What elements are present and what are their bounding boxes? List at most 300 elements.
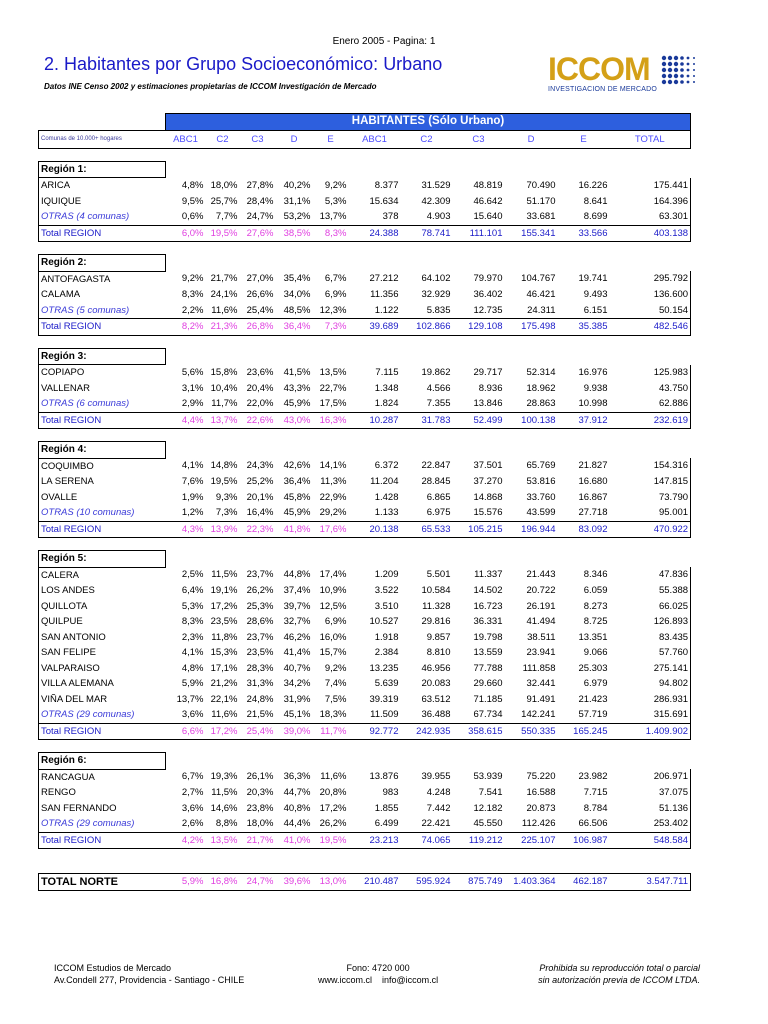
count-cell: 23.941 [526,647,556,658]
percent-cell: 4,8% [181,179,204,191]
count-cell: 13.235 [369,662,399,674]
percent-cell: 25,2% [246,476,274,487]
percent-cell: 43,0% [276,412,313,429]
percent-cell: 25,4% [240,723,276,740]
percent-cell: 44,4% [283,818,311,829]
region-label: Región 4: [39,442,166,459]
count-cell: 41.494 [526,616,556,627]
count-cell: 6.975 [426,507,451,518]
percent-cell: 5,3% [324,195,347,207]
count-cell: 100.138 [505,412,558,429]
iccom-logo [548,52,698,98]
count-cell: 3.547.711 [610,874,691,891]
table-row [39,630,691,646]
region-header-row [39,551,691,568]
count-cell: 46.421 [526,289,556,300]
comuna-name: LOS ANDES [39,583,166,599]
count-cell: 39.955 [421,771,451,783]
count-cell: 11.509 [370,709,399,720]
percent-cell: 18,0% [246,818,274,829]
table-row [39,271,691,287]
total-cell: 232.619 [610,412,691,429]
percent-cell: 21,7% [210,273,238,285]
count-cell: 27.212 [369,273,399,285]
comuna-name: QUILLOTA [39,599,166,615]
count-cell: 18.962 [526,382,556,394]
total-cell: 548.584 [610,832,691,849]
percent-cell: 1,2% [181,507,204,518]
percent-cell: 5,9% [181,678,204,689]
footer-notice [490,962,700,986]
count-cell: 21.423 [578,693,608,705]
count-cell: 7.115 [375,366,399,378]
percent-cell: 46,2% [283,631,311,643]
count-cell: 196.944 [505,521,558,538]
total-cell: 154.316 [610,458,691,474]
count-cell: 32.441 [526,678,556,689]
region-total-row [39,723,691,740]
comuna-name: OTRAS (6 comunas) [39,396,166,412]
percent-cell: 40,2% [283,179,311,191]
count-cell: 462.187 [558,874,610,891]
count-cell: 1.918 [374,631,399,643]
count-cell: 91.491 [526,693,556,705]
count-cell: 26.191 [526,600,556,612]
count-cell: 6.372 [374,460,399,472]
footer-notice-line2: sin autorización previa de ICCOM LTDA. [538,975,700,985]
count-cell: 242.935 [401,723,453,740]
count-cell: 12.182 [473,802,503,814]
percent-cell: 25,3% [246,600,274,612]
percent-cell: 17,6% [313,521,349,538]
percent-cell: 7,3% [313,319,349,336]
percent-cell: 21,7% [240,832,276,849]
total-cell: 37.075 [610,785,691,801]
percent-cell: 5,6% [181,366,204,378]
comuna-name: OTRAS (4 comunas) [39,209,166,225]
table-row [39,490,691,506]
count-cell: 37.912 [558,412,610,429]
percent-cell: 45,1% [283,709,311,720]
table-row [39,505,691,521]
count-cell: 16.588 [526,787,556,798]
footer-phone: Fono: 4720 000 [346,963,410,973]
habitantes-table [38,113,691,891]
percent-cell: 23,5% [210,616,238,627]
count-cell: 112.426 [521,818,556,829]
table-row [39,209,691,225]
percent-cell: 11,5% [211,569,238,581]
table-row [39,567,691,583]
comuna-name: RENGO [39,785,166,801]
region-total-row [39,319,691,336]
corner-label: Comunas de 10.000+ hogares [39,130,166,148]
total-cell: 206.971 [610,769,691,785]
count-cell: 14.868 [473,491,503,503]
count-cell: 20.722 [526,585,556,596]
total-cell: 62.886 [610,396,691,412]
count-cell: 10.287 [349,412,401,429]
count-cell: 52.499 [453,412,505,429]
percent-cell: 11,6% [211,709,238,720]
count-cell: 5.639 [374,678,399,689]
count-cell: 21.443 [526,569,556,581]
percent-cell: 13,7% [319,211,347,222]
percent-cell: 7,3% [215,507,238,518]
percent-cell: 35,4% [283,273,311,285]
table-row [39,785,691,801]
total-cell: 482.546 [610,319,691,336]
count-cell: 28.863 [526,398,556,409]
percent-cell: 7,5% [324,693,347,705]
count-cell: 11.328 [422,600,451,612]
count-cell: 6.499 [374,818,399,829]
percent-cell: 4,4% [166,412,206,429]
percent-cell: 6,9% [324,289,347,300]
percent-cell: 17,2% [210,600,238,612]
region-label: Región 3: [39,348,166,365]
count-cell: 12.735 [473,304,503,316]
count-cell: 78.741 [401,225,453,242]
comuna-name: CALERA [39,567,166,583]
percent-cell: 26,8% [240,319,276,336]
percent-cell: 21,2% [210,678,238,689]
count-cell: 31.529 [421,179,451,191]
percent-cell: 11,7% [211,398,238,409]
percent-cell: 28,6% [246,616,274,627]
total-cell: 253.402 [610,816,691,832]
count-cell: 9.857 [426,631,451,643]
region-label: Región 1: [39,161,166,178]
percent-cell: 19,3% [210,771,238,783]
count-cell: 111.858 [522,662,556,674]
percent-cell: 27,0% [246,273,274,285]
count-cell: 36.488 [421,709,451,720]
count-cell: 75.220 [526,771,556,783]
comuna-name: Total REGION [39,723,166,740]
percent-cell: 39,0% [276,723,313,740]
count-cell: 225.107 [505,832,558,849]
percent-cell: 44,8% [283,569,311,581]
percent-cell: 4,1% [181,647,204,658]
region-total-row [39,412,691,429]
count-cell: 27.718 [578,507,608,518]
count-cell: 4.903 [426,211,451,222]
percent-cell: 18,3% [319,709,347,720]
count-cell: 33.760 [526,491,556,503]
percent-cell: 3,6% [181,709,204,720]
total-cell: 43.750 [610,381,691,397]
percent-cell: 44,7% [283,787,311,798]
comuna-name: Total REGION [39,319,166,336]
comuna-name: OVALLE [39,490,166,506]
percent-cell: 19,5% [313,832,349,849]
region-total-row [39,832,691,849]
region-label: Región 5: [39,551,166,568]
table-row [39,194,691,210]
table-row [39,692,691,708]
count-cell: 65.769 [526,460,556,472]
percent-cell: 20,3% [246,787,274,798]
percent-cell: 14,1% [319,460,347,472]
percent-cell: 53,2% [283,211,311,222]
percent-cell: 12,3% [319,304,347,316]
percent-cell: 18,0% [210,179,238,191]
comuna-name: VILLA ALEMANA [39,676,166,692]
percent-cell: 17,4% [319,569,347,581]
percent-cell: 39,6% [276,874,313,891]
count-cell: 20.138 [349,521,401,538]
count-cell: 74.065 [401,832,453,849]
count-cell: 53.939 [473,771,503,783]
total-cell: 94.802 [610,676,691,692]
percent-cell: 29,2% [319,507,347,518]
count-cell: 9.066 [583,647,608,658]
percent-cell: 48,5% [283,304,311,316]
percent-cell: 28,3% [246,662,274,674]
count-cell: 358.615 [453,723,505,740]
count-cell: 7.355 [426,398,451,409]
percent-cell: 13,5% [319,366,347,378]
footer-notice-line1: Prohibida su reproducción total o parcial [539,963,700,973]
comuna-name: OTRAS (5 comunas) [39,303,166,319]
count-cell: 3.510 [374,600,399,612]
count-cell: 38.511 [527,631,556,643]
total-cell: 55.388 [610,583,691,599]
count-cell: 165.245 [558,723,610,740]
percent-cell: 2,6% [181,818,204,829]
percent-cell: 2,7% [181,787,204,798]
percent-cell: 21,3% [206,319,240,336]
comuna-name: Total REGION [39,521,166,538]
count-cell: 52.314 [526,366,556,378]
count-cell: 4.248 [426,787,451,798]
comuna-name: OTRAS (29 comunas) [39,707,166,723]
table-row [39,381,691,397]
count-cell: 46.956 [421,662,451,674]
count-cell: 36.402 [473,289,503,300]
count-cell: 210.487 [349,874,401,891]
page-subtitle: Datos INE Censo 2002 y estimaciones propietarias de ICCOM Investigación de Mercado [44,82,377,91]
count-cell: 70.490 [526,179,556,191]
count-cell: 36.331 [473,616,503,627]
region-header-row [39,161,691,178]
percent-cell: 5,9% [166,874,206,891]
count-cell: 6.151 [583,304,608,316]
total-cell: 50.154 [610,303,691,319]
count-cell: 28.845 [421,476,451,487]
column-header: E [313,130,349,148]
logo-name: ICCOM [548,51,650,87]
percent-cell: 26,6% [246,289,274,300]
count-cell: 16.867 [578,491,608,503]
percent-cell: 23,7% [246,631,274,643]
comuna-name: SAN FELIPE [39,645,166,661]
count-cell: 65.533 [401,521,453,538]
grand-total-row [39,874,691,891]
comuna-name: VALPARAISO [39,661,166,677]
percent-cell: 16,8% [206,874,240,891]
percent-cell: 8,3% [181,289,204,300]
count-cell: 29.660 [473,678,503,689]
percent-cell: 22,1% [210,693,238,705]
percent-cell: 12,5% [319,600,347,612]
region-total-row [39,521,691,538]
percent-cell: 13,5% [206,832,240,849]
count-cell: 105.215 [453,521,505,538]
count-cell: 6.059 [583,585,608,596]
percent-cell: 6,4% [181,585,204,596]
count-cell: 1.348 [374,382,399,394]
percent-cell: 31,3% [246,678,274,689]
count-cell: 16.226 [578,179,608,191]
comuna-name: ANTOFAGASTA [39,271,166,287]
comuna-name: OTRAS (10 comunas) [39,505,166,521]
percent-cell: 14,6% [210,802,238,814]
column-header: C3 [240,130,276,148]
percent-cell: 22,9% [319,491,347,503]
percent-cell: 11,5% [211,787,238,798]
percent-cell: 1,9% [181,491,204,503]
count-cell: 102.866 [401,319,453,336]
percent-cell: 11,6% [320,771,347,783]
count-cell: 19.798 [473,631,503,643]
band-header-row [39,114,691,131]
count-cell: 155.341 [505,225,558,242]
count-cell: 8.784 [583,802,608,814]
count-cell: 20.083 [421,678,451,689]
count-cell: 16.723 [473,600,503,612]
percent-cell: 11,3% [320,476,347,487]
percent-cell: 38,5% [276,225,313,242]
count-cell: 5.835 [426,304,451,316]
percent-cell: 24,7% [240,874,276,891]
footer-address: Av.Condell 277, Providencia - Santiago - CHILE [54,975,245,985]
percent-cell: 17,1% [210,662,238,674]
count-cell: 8.273 [583,600,608,612]
count-cell: 35.385 [558,319,610,336]
count-cell: 63.512 [421,693,451,705]
percent-cell: 6,7% [324,273,347,285]
comuna-name: RANCAGUA [39,769,166,785]
percent-cell: 13,7% [176,693,204,705]
percent-cell: 8,3% [181,616,204,627]
count-cell: 16.976 [578,366,608,378]
table-row [39,303,691,319]
count-cell: 39.319 [369,693,399,705]
count-cell: 3.522 [374,585,399,596]
percent-cell: 36,3% [283,771,311,783]
percent-cell: 17,5% [319,398,347,409]
count-cell: 1.122 [374,304,399,316]
count-cell: 13.351 [578,631,608,643]
count-cell: 23.982 [578,771,608,783]
percent-cell: 26,2% [319,818,347,829]
table-row [39,178,691,194]
count-cell: 92.772 [349,723,401,740]
count-cell: 111.101 [453,225,505,242]
percent-cell: 23,7% [246,569,274,581]
count-cell: 1.428 [374,491,399,503]
count-cell: 77.788 [473,662,503,674]
percent-cell: 41,0% [276,832,313,849]
total-cell: 1.409.902 [610,723,691,740]
count-cell: 7.442 [426,802,451,814]
percent-cell: 31,1% [283,195,311,207]
percent-cell: 41,4% [283,647,311,658]
table-row [39,645,691,661]
count-cell: 6.865 [426,491,451,503]
column-header: ABC1 [166,130,206,148]
comuna-name: VALLENAR [39,381,166,397]
count-cell: 14.502 [473,585,503,596]
total-cell: 136.600 [610,287,691,303]
footer-web-email: www.iccom.cl info@iccom.cl [318,975,439,985]
comuna-name: SAN ANTONIO [39,630,166,646]
percent-cell: 4,3% [166,521,206,538]
count-cell: 8.810 [426,647,451,658]
count-cell: 10.527 [369,616,399,627]
count-cell: 67.734 [473,709,503,720]
comuna-name: Total REGION [39,412,166,429]
comuna-name: VIÑA DEL MAR [39,692,166,708]
percent-cell: 2,5% [181,569,204,581]
total-cell: 83.435 [610,630,691,646]
percent-cell: 39,7% [283,600,311,612]
percent-cell: 20,8% [319,787,347,798]
percent-cell: 7,4% [324,678,347,689]
table-row [39,769,691,785]
percent-cell: 2,2% [181,304,204,316]
footer-company [54,962,244,986]
count-cell: 106.987 [558,832,610,849]
count-cell: 24.311 [527,304,556,316]
count-cell: 43.599 [526,507,556,518]
percent-cell: 8,3% [313,225,349,242]
percent-cell: 7,6% [181,476,204,487]
percent-cell: 4,2% [166,832,206,849]
count-cell: 71.185 [473,693,503,705]
count-cell: 29.816 [421,616,451,627]
count-cell: 1.824 [374,398,399,409]
count-cell: 8.346 [583,569,608,581]
count-cell: 9.493 [583,289,608,300]
count-cell: 8.699 [583,211,608,222]
comuna-name: ARICA [39,178,166,194]
count-cell: 79.970 [473,273,503,285]
percent-cell: 0,6% [181,211,204,222]
count-cell: 1.133 [374,507,399,518]
percent-cell: 34,2% [283,678,311,689]
count-cell: 83.092 [558,521,610,538]
count-cell: 39.689 [349,319,401,336]
count-cell: 104.767 [521,273,556,285]
count-cell: 13.846 [473,398,503,409]
percent-cell: 24,7% [246,211,274,222]
percent-cell: 24,8% [246,693,274,705]
count-cell: 8.377 [374,179,399,191]
total-cell: 73.790 [610,490,691,506]
percent-cell: 41,8% [276,521,313,538]
percent-cell: 15,3% [210,647,238,658]
percent-cell: 6,7% [181,771,204,783]
table-row [39,396,691,412]
percent-cell: 11,6% [211,304,238,316]
count-cell: 875.749 [453,874,505,891]
percent-cell: 19,5% [206,225,240,242]
column-header: TOTAL [610,130,691,148]
total-cell: 175.441 [610,178,691,194]
